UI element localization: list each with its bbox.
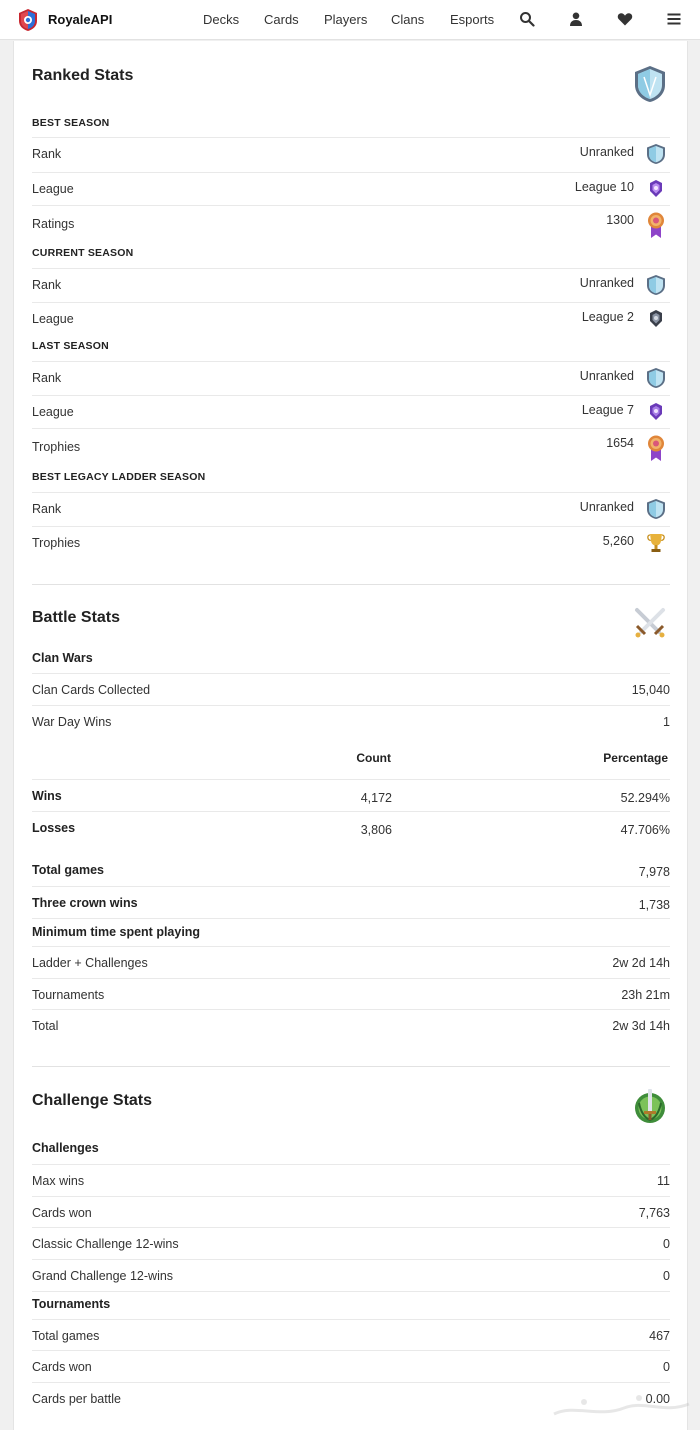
losses-count: 3,806 <box>360 823 392 837</box>
row-label: Tournaments <box>32 988 105 1002</box>
row-value: 15,040 <box>631 683 670 697</box>
heart-icon[interactable] <box>617 11 633 27</box>
row-label: War Day Wins <box>32 715 112 729</box>
nav-link-players[interactable]: Players <box>324 12 368 27</box>
row-label: Cards won <box>32 1360 92 1374</box>
row-label: Trophies <box>32 440 81 454</box>
clan-cards-collected-row <box>32 673 670 705</box>
row-value: 0 <box>663 1360 670 1374</box>
challenges-heading: Challenges <box>32 1141 99 1155</box>
tournament-total-games-row <box>32 1319 670 1351</box>
league-10-badge-icon <box>646 178 666 200</box>
row-label: Max wins <box>32 1174 85 1188</box>
row-label: League <box>32 182 74 196</box>
player-stats-card <box>13 41 688 1430</box>
row-value: 467 <box>649 1329 670 1343</box>
legacy-trophies-row <box>32 526 670 558</box>
row-label: League <box>32 312 74 326</box>
rank-shield-icon <box>646 274 666 296</box>
rank-shield-icon <box>646 498 666 520</box>
row-label: Trophies <box>32 536 81 550</box>
challenge-cards-won-row <box>32 1196 670 1228</box>
wins-count: 4,172 <box>360 791 392 805</box>
grand-challenge-row <box>32 1259 670 1291</box>
search-icon[interactable] <box>519 11 535 27</box>
crossed-swords-icon <box>633 606 667 638</box>
league-2-badge-icon <box>646 308 666 330</box>
losses-row <box>32 811 670 843</box>
nav-link-decks[interactable]: Decks <box>203 12 240 27</box>
challenge-stats-title: Challenge Stats <box>32 1092 153 1109</box>
row-label: Wins <box>32 789 62 803</box>
classic-challenge-row <box>32 1227 670 1259</box>
row-label: Total games <box>32 1329 100 1343</box>
ribbon-medal-icon <box>646 211 666 239</box>
best-season-heading: BEST SEASON <box>32 117 110 129</box>
losses-percentage: 47.706% <box>620 823 670 837</box>
nav-link-cards[interactable]: Cards <box>264 12 299 27</box>
row-label: Cards won <box>32 1206 92 1220</box>
row-value: Unranked <box>579 276 634 290</box>
last-season-league-row <box>32 395 670 427</box>
row-label: Ratings <box>32 217 75 231</box>
nav-link-esports[interactable]: Esports <box>450 12 495 27</box>
row-value: 1300 <box>606 213 634 227</box>
menu-icon[interactable] <box>666 11 682 27</box>
max-wins-row <box>32 1164 670 1196</box>
time-heading-row <box>32 918 670 946</box>
row-label: Cards per battle <box>32 1392 121 1406</box>
tournament-cards-won-row <box>32 1350 670 1382</box>
row-label: Total games <box>32 863 105 877</box>
user-icon[interactable] <box>568 11 584 27</box>
total-games-row <box>32 854 670 886</box>
count-column-header: Count <box>356 751 391 765</box>
last-season-rank-row <box>32 361 670 393</box>
ranked-stats-title: Ranked Stats <box>32 67 134 84</box>
rank-shield-icon <box>646 367 666 389</box>
best-season-rank-row <box>32 137 670 169</box>
row-value: 2w 3d 14h <box>612 1019 670 1033</box>
row-label: Ladder + Challenges <box>32 956 148 970</box>
best-season-league-row <box>32 172 670 204</box>
royaleapi-logo-icon <box>16 8 40 32</box>
row-value: 0.00 <box>645 1392 670 1406</box>
row-value: Unranked <box>579 500 634 514</box>
tournaments-heading: Tournaments <box>32 1297 111 1311</box>
row-value: Unranked <box>579 369 634 383</box>
brand-name: RoyaleAPI <box>48 12 113 27</box>
row-label: Rank <box>32 147 62 161</box>
row-value: Unranked <box>579 145 634 159</box>
row-label: Losses <box>32 821 76 835</box>
ranked-shield-icon <box>633 65 667 103</box>
row-label: Grand Challenge 12-wins <box>32 1269 174 1283</box>
three-crown-wins-row <box>32 886 670 918</box>
legacy-rank-row <box>32 492 670 524</box>
row-label: Three crown wins <box>32 896 138 910</box>
current-season-rank-row <box>32 268 670 300</box>
row-value: League 10 <box>574 180 634 194</box>
brand[interactable] <box>16 8 112 32</box>
row-label: League <box>32 405 74 419</box>
rank-shield-icon <box>646 143 666 165</box>
row-value: 7,763 <box>638 1206 670 1220</box>
section-divider <box>32 584 670 585</box>
wins-row <box>32 779 670 811</box>
percentage-column-header: Percentage <box>603 751 668 765</box>
row-value: 1,738 <box>638 898 670 912</box>
row-label: Rank <box>32 502 62 516</box>
row-value: 1654 <box>606 436 634 450</box>
league-7-badge-icon <box>646 401 666 423</box>
tournaments-time-row <box>32 978 670 1010</box>
ribbon-medal-icon <box>646 434 666 462</box>
row-label: Classic Challenge 12-wins <box>32 1237 179 1251</box>
time-heading: Minimum time spent playing <box>32 925 201 939</box>
row-value: 5,260 <box>602 534 634 548</box>
top-navbar <box>0 0 700 40</box>
nav-link-clans[interactable]: Clans <box>391 12 425 27</box>
row-value: League 2 <box>581 310 634 324</box>
row-value: 23h 21m <box>621 988 670 1002</box>
wins-percentage: 52.294% <box>620 791 670 805</box>
ladder-challenges-time-row <box>32 946 670 978</box>
battle-stats-title: Battle Stats <box>32 609 121 626</box>
row-value: 0 <box>663 1237 670 1251</box>
row-value: League 7 <box>581 403 634 417</box>
clan-wars-heading: Clan Wars <box>32 651 93 665</box>
watermark-logo <box>544 1384 694 1424</box>
row-value: 2w 2d 14h <box>612 956 670 970</box>
row-value: 0 <box>663 1269 670 1283</box>
last-season-trophies-row <box>32 428 670 466</box>
row-label: Rank <box>32 278 62 292</box>
row-value: 11 <box>657 1174 670 1188</box>
tournaments-heading-row <box>32 1291 670 1319</box>
current-season-heading: CURRENT SEASON <box>32 247 134 259</box>
laurel-sword-icon <box>633 1087 667 1127</box>
row-label: Total <box>32 1019 59 1033</box>
trophy-icon <box>646 532 666 554</box>
row-value: 7,978 <box>638 865 670 879</box>
war-day-wins-row <box>32 705 670 737</box>
current-season-league-row <box>32 302 670 334</box>
row-value: 1 <box>663 715 670 729</box>
best-legacy-heading: BEST LEGACY LADDER SEASON <box>32 471 206 483</box>
row-label: Clan Cards Collected <box>32 683 151 697</box>
best-season-ratings-row <box>32 205 670 243</box>
total-time-row <box>32 1009 670 1041</box>
section-divider <box>32 1066 670 1067</box>
row-label: Rank <box>32 371 62 385</box>
last-season-heading: LAST SEASON <box>32 340 109 352</box>
